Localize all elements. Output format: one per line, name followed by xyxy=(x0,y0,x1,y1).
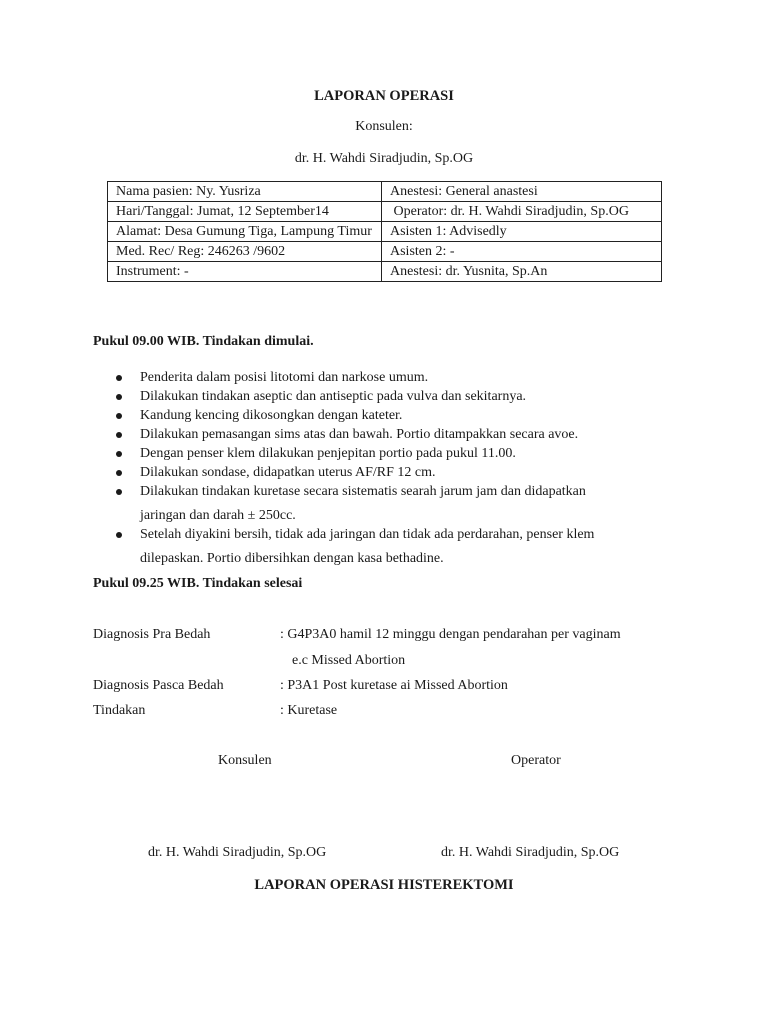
step-text: Dilakukan tindakan aseptic dan antiseptic pada vulva dan sekitarnya. xyxy=(140,389,527,404)
diagnosis-pasca-label: Diagnosis Pasca Bedah xyxy=(93,678,224,693)
table-cell: Asisten 1: Advisedly xyxy=(382,222,662,242)
step-text: Dilakukan sondase, didapatkan uterus AF/RF 12 cm. xyxy=(140,465,436,480)
diagnosis-pra-label: Diagnosis Pra Bedah xyxy=(93,627,211,642)
table-row xyxy=(108,242,662,262)
operator-signature-role: Operator xyxy=(511,753,561,768)
bullet-icon xyxy=(116,489,122,495)
konsulen-signature-role: Konsulen xyxy=(218,753,272,768)
table-row xyxy=(108,262,662,282)
bullet-icon xyxy=(116,532,122,538)
start-time-line: Pukul 09.00 WIB. Tindakan dimulai. xyxy=(93,334,314,349)
step-text: Dilakukan pemasangan sims atas dan bawah. Portio ditampakkan secara avoe. xyxy=(140,427,579,442)
diagnosis-pra-value: : G4P3A0 hamil 12 minggu dengan pendarahan per vaginam xyxy=(280,627,621,642)
end-time-line: Pukul 09.25 WIB. Tindakan selesai xyxy=(93,576,303,591)
step-text: Penderita dalam posisi litotomi dan narkose umum. xyxy=(140,370,429,385)
list-item xyxy=(93,406,693,425)
list-item xyxy=(93,368,693,387)
tindakan-label: Tindakan xyxy=(93,703,146,718)
procedure-steps-list xyxy=(93,368,693,568)
patient-info-table xyxy=(107,181,662,282)
table-cell: Med. Rec/ Reg: 246263 /9602 xyxy=(108,242,382,262)
list-item xyxy=(93,463,693,482)
bullet-icon xyxy=(116,451,122,457)
list-item xyxy=(93,444,693,463)
table-row xyxy=(108,202,662,222)
table-cell: Anestesi: dr. Yusnita, Sp.An xyxy=(382,262,662,282)
report-title: LAPORAN OPERASI xyxy=(314,88,454,104)
bullet-icon xyxy=(116,375,122,381)
konsulen-signature-name: dr. H. Wahdi Siradjudin, Sp.OG xyxy=(148,845,327,860)
table-row xyxy=(108,182,662,202)
step-text: Dilakukan tindakan kuretase secara sistematis searah jarum jam dan didapatkan xyxy=(140,484,586,499)
table-cell: Asisten 2: - xyxy=(382,242,662,262)
table-row xyxy=(108,222,662,242)
table-cell: Anestesi: General anastesi xyxy=(382,182,662,202)
operator-signature-name: dr. H. Wahdi Siradjudin, Sp.OG xyxy=(441,845,620,860)
step-text: Kandung kencing dikosongkan dengan kateter. xyxy=(140,408,403,423)
diagnosis-pra-value-continued: e.c Missed Abortion xyxy=(292,653,406,668)
list-item xyxy=(93,482,693,525)
list-item xyxy=(93,387,693,406)
step-text: Setelah diyakini bersih, tidak ada jaringan dan tidak ada perdarahan, penser klem xyxy=(140,527,595,542)
consultant-name: dr. H. Wahdi Siradjudin, Sp.OG xyxy=(294,151,474,166)
table-cell: Hari/Tanggal: Jumat, 12 September14 xyxy=(108,202,382,222)
table-cell: Alamat: Desa Gumung Tiga, Lampung Timur xyxy=(108,222,382,242)
diagnosis-pasca-value: : P3A1 Post kuretase ai Missed Abortion xyxy=(280,678,508,693)
list-item xyxy=(93,425,693,444)
bullet-icon xyxy=(116,394,122,400)
step-text: Dengan penser klem dilakukan penjepitan portio pada pukul 11.00. xyxy=(140,446,516,461)
table-cell: Operator: dr. H. Wahdi Siradjudin, Sp.OG xyxy=(382,202,662,222)
next-report-title: LAPORAN OPERASI HISTEREKTOMI xyxy=(254,877,514,893)
table-cell: Instrument: - xyxy=(108,262,382,282)
bullet-icon xyxy=(116,470,122,476)
bullet-icon xyxy=(116,413,122,419)
table-cell: Nama pasien: Ny. Yusriza xyxy=(108,182,382,202)
list-item xyxy=(93,525,693,568)
konsulen-heading: Konsulen: xyxy=(355,119,413,134)
step-text-continued: jaringan dan darah ± 250cc. xyxy=(140,508,296,523)
step-text-continued: dilepaskan. Portio dibersihkan dengan kasa bethadine. xyxy=(140,551,444,566)
tindakan-value: : Kuretase xyxy=(280,703,338,718)
bullet-icon xyxy=(116,432,122,438)
